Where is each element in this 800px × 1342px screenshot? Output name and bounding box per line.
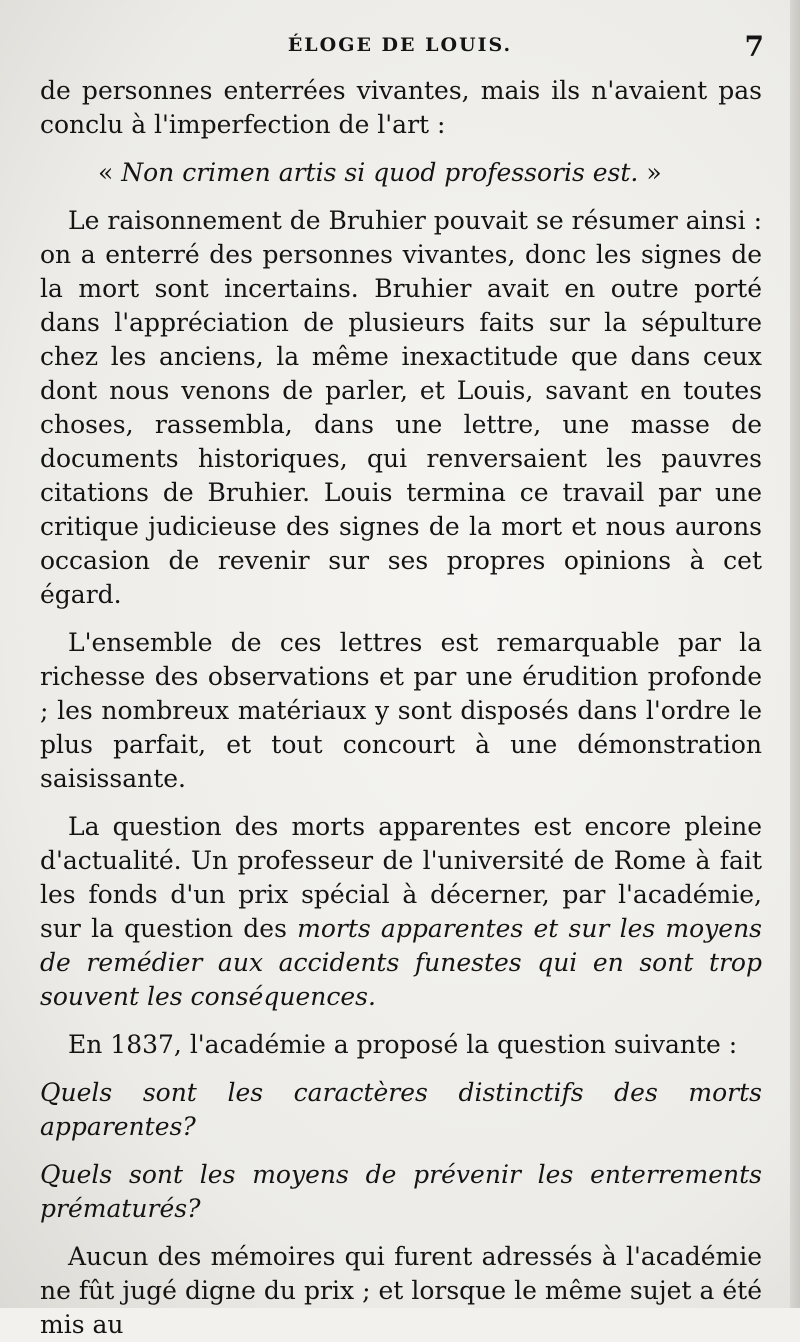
quote-close-mark: » bbox=[638, 158, 662, 187]
paragraph-4 bbox=[40, 810, 762, 1014]
running-title: ÉLOGE DE LOUIS. bbox=[287, 34, 513, 56]
paragraph-5: En 1837, l'académie a proposé la question suivante : bbox=[68, 1030, 738, 1059]
page-number: 7 bbox=[744, 30, 764, 63]
quote-open-mark: « bbox=[98, 158, 122, 187]
paragraph-6: Aucun des mémoires qui furent adressés à l'académie ne fût jugé digne du prix ; et lorsque le même sujet a été mis au bbox=[40, 1242, 762, 1339]
paragraph-4-text: La question des morts apparentes est encore pleine d'actualité. Un professeur de l'université de Rome à fait les fonds d'un prix spécial à décerner, par l'académie, sur la question des bbox=[40, 812, 762, 943]
question-2: Quels sont les moyens de prévenir les enterrements prématurés? bbox=[40, 1160, 762, 1223]
question-1: Quels sont les caractères distinctifs des morts apparentes? bbox=[40, 1078, 762, 1141]
paragraph-4-italic: morts apparentes et sur les moyens de remédier aux accidents funestes qui en sont trop souvent les conséquences. bbox=[40, 914, 763, 1011]
page-edge bbox=[790, 0, 800, 1308]
body-text bbox=[40, 74, 762, 1342]
paragraph-2: Le raisonnement de Bruhier pouvait se résumer ainsi : on a enterré des personnes vivantes, donc les signes de la mort sont incertains. Bruhier avait en outre porté dans l'appréciation de plusieurs faits sur la sépulture chez les anciens, la même inexactitude que dans ceux dont nous venons de parler, et Louis, savant en toutes choses, rassembla, dans une lettre, une masse de documents historiques, qui renversaient les pauvres citations de Bruhier. Louis termina ce travail par une critique judicieuse des signes de la mort et nous aurons occasion de revenir sur ses propres opinions à cet égard. bbox=[40, 206, 762, 609]
quote-text: Non crimen artis si quod professoris est. bbox=[121, 158, 639, 187]
paragraph-1: de personnes enterrées vivantes, mais ils n'avaient pas conclu à l'imperfection de l'art : bbox=[40, 76, 762, 139]
paragraph-3: L'ensemble de ces lettres est remarquable par la richesse des observations et par une érudition profonde ; les nombreux matériaux y sont disposés dans l'ordre le plus parfait, et tout concourt à une démonstration saisissante. bbox=[40, 628, 762, 793]
running-head bbox=[0, 30, 800, 70]
latin-quotation bbox=[40, 156, 762, 190]
